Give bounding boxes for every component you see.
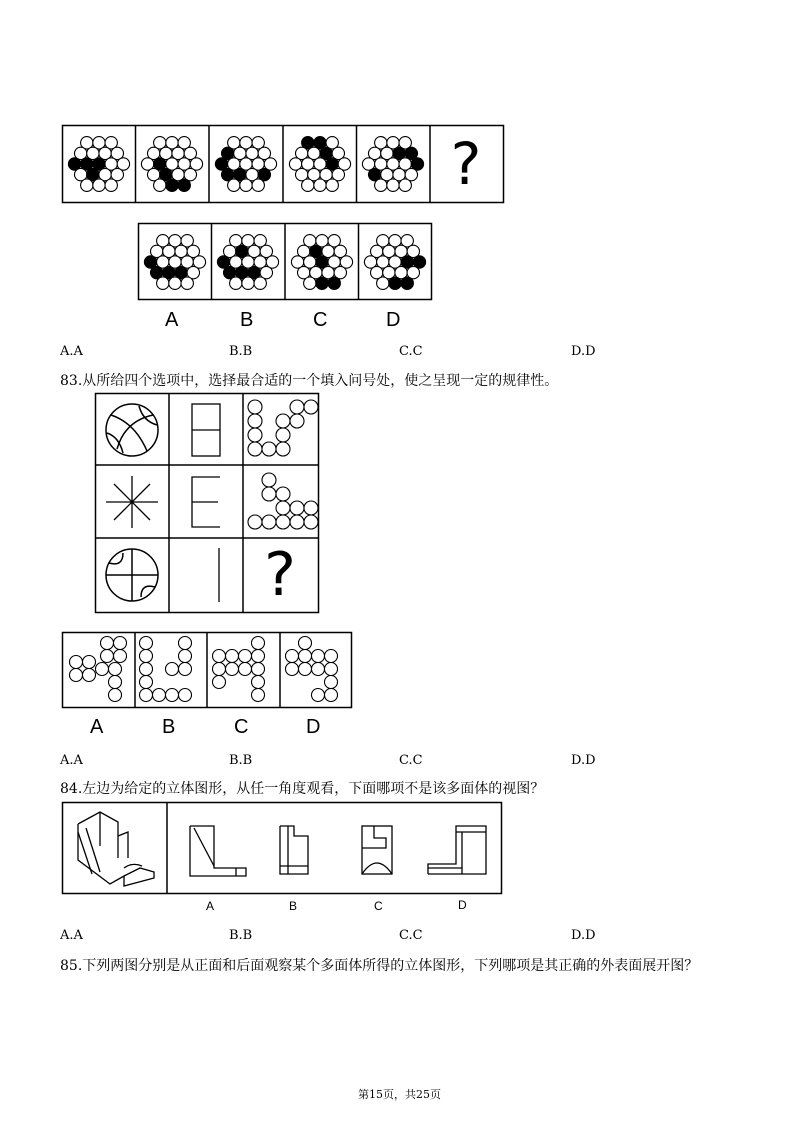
cluster-circle [178, 179, 190, 191]
dot-circle [109, 676, 122, 689]
dot-circle [179, 689, 192, 702]
dot-circle [213, 676, 226, 689]
q82-letter-b: B [240, 309, 254, 331]
dot-circle [248, 442, 262, 456]
q83-choice-d[interactable]: D.D [571, 753, 596, 768]
cluster-circle [154, 179, 166, 191]
q84-letter-b: B [289, 899, 298, 913]
q83-letter-c: C [234, 716, 249, 738]
dot-circle [276, 428, 290, 442]
dot-circle [325, 663, 338, 676]
cluster-circle [157, 277, 169, 289]
q82-choice-d[interactable]: D.D [571, 344, 596, 359]
dot-circle [304, 400, 318, 414]
q83-letter-b: B [162, 716, 176, 738]
dot-circle [101, 637, 114, 650]
cluster-circle [252, 179, 264, 191]
cluster-circle [254, 277, 266, 289]
cluster-circle [387, 179, 399, 191]
dot-circle [276, 515, 290, 529]
dot-circle [226, 650, 239, 663]
q82-question-mark: ? [450, 130, 482, 198]
dot-circle [290, 515, 304, 529]
polyhedron-3d-drawing [78, 812, 154, 886]
q83-options-figure [62, 632, 352, 708]
cluster-circle [401, 277, 413, 289]
cluster-circle [93, 179, 105, 191]
dot-circle [153, 689, 166, 702]
q82-letter-a: A [165, 309, 179, 331]
basketball-icon [106, 404, 158, 456]
option-a-hex [144, 235, 205, 290]
dot-circle [262, 487, 276, 501]
dot-circle [166, 689, 179, 702]
dot-circle [166, 663, 179, 676]
dot-circle [276, 414, 290, 428]
dot-circle [70, 656, 83, 669]
double-box-shape [192, 404, 220, 456]
cluster-circle [399, 179, 411, 191]
cluster-circle [302, 179, 314, 191]
q83-choice-b[interactable]: B.B [229, 753, 253, 768]
view-a-shape [190, 826, 246, 876]
circle-dots-e [248, 473, 318, 529]
dot-circle [304, 515, 318, 529]
option-d-hex [364, 235, 425, 290]
dot-circle [252, 650, 265, 663]
dot-circle [114, 650, 127, 663]
q84-choice-b[interactable]: B.B [229, 928, 253, 943]
dot-circle [325, 650, 338, 663]
dot-circle [239, 650, 252, 663]
dot-circle [262, 473, 276, 487]
q83-choice-a[interactable]: A.A [60, 753, 83, 768]
q84-choice-d[interactable]: D.D [571, 928, 596, 943]
dot-circle [248, 400, 262, 414]
dot-circle [276, 487, 290, 501]
dot-circle [299, 663, 312, 676]
cluster-circle [377, 277, 389, 289]
dot-circle [290, 501, 304, 515]
q82-choice-a[interactable]: A.A [60, 344, 83, 359]
cluster-circle [230, 277, 242, 289]
dot-circle [325, 676, 338, 689]
q82-letter-c: C [313, 309, 328, 331]
dot-circle [213, 650, 226, 663]
option-a-dots [70, 637, 127, 702]
cluster-circle [375, 179, 387, 191]
dot-circle [252, 689, 265, 702]
dot-circle [276, 501, 290, 515]
dot-circle [179, 663, 192, 676]
dot-circle [140, 650, 153, 663]
dot-circle [83, 656, 96, 669]
dot-circle [109, 689, 122, 702]
view-c-shape [362, 826, 392, 874]
cluster-circle [304, 277, 316, 289]
cluster-circle [240, 179, 252, 191]
dot-circle [290, 414, 304, 428]
dot-circle [286, 650, 299, 663]
dot-circle [248, 414, 262, 428]
dot-circle [140, 637, 153, 650]
hex-cluster-4 [289, 137, 350, 192]
dot-circle [248, 428, 262, 442]
view-b-shape [280, 826, 308, 874]
cluster-circle [81, 179, 93, 191]
star-burst-shape [106, 476, 158, 528]
q83-letter-d: D [306, 716, 321, 738]
hex-cluster-2 [141, 137, 202, 192]
dot-circle [262, 442, 276, 456]
dot-circle [179, 650, 192, 663]
hex-cluster-1 [68, 137, 129, 192]
dot-circle [252, 637, 265, 650]
option-c-dots [213, 637, 265, 702]
dot-circle [325, 689, 338, 702]
dot-circle [226, 663, 239, 676]
circle-dots-w [248, 400, 318, 456]
cluster-circle [242, 277, 254, 289]
dot-circle [262, 515, 276, 529]
q84-choice-c[interactable]: C.C [399, 928, 423, 943]
dot-circle [248, 515, 262, 529]
dot-circle [276, 442, 290, 456]
option-d-dots [286, 637, 338, 702]
hex-cluster-5 [362, 137, 423, 192]
dot-circle [312, 663, 325, 676]
q82-letter-d: D [386, 309, 401, 331]
dot-circle [312, 689, 325, 702]
view-d-shape [428, 826, 486, 874]
cluster-circle [328, 277, 340, 289]
dot-circle [213, 663, 226, 676]
cluster-circle [314, 179, 326, 191]
cluster-circle [326, 179, 338, 191]
dot-circle [114, 637, 127, 650]
q82-choice-c[interactable]: C.C [399, 344, 423, 359]
dot-circle [70, 669, 83, 682]
dot-circle [299, 637, 312, 650]
dot-circle [286, 663, 299, 676]
q84-question-text: 84.左边为给定的立体图形，从任一角度观看，下面哪项不是该多面体的视图？ [60, 781, 545, 797]
dot-circle [140, 689, 153, 702]
dot-circle [299, 650, 312, 663]
dot-circle [109, 663, 122, 676]
q82-choice-b[interactable]: B.B [229, 344, 253, 359]
dot-circle [252, 676, 265, 689]
q84-letter-c: C [374, 899, 383, 913]
dot-circle [179, 637, 192, 650]
dot-circle [83, 669, 96, 682]
cluster-circle [228, 179, 240, 191]
q83-question-text: 83.从所给四个选项中，选择最合适的一个填入问号处，使之呈现一定的规律性。 [60, 373, 559, 389]
q84-letter-d: D [458, 898, 467, 912]
dot-circle [239, 663, 252, 676]
q83-question-mark: ? [264, 540, 296, 610]
dot-circle [101, 650, 114, 663]
q82-options-figure [138, 223, 432, 300]
option-b-hex [217, 235, 278, 290]
cluster-circle [105, 179, 117, 191]
dot-circle [312, 650, 325, 663]
crossed-circle-shape [106, 549, 158, 601]
q83-choice-c[interactable]: C.C [399, 753, 423, 768]
q84-figure [62, 802, 502, 894]
page-footer: 第15页，共25页 [358, 1088, 441, 1101]
dot-circle [304, 501, 318, 515]
q82-sequence-figure [62, 125, 504, 203]
q84-choice-a[interactable]: A.A [60, 928, 83, 943]
option-c-hex [291, 235, 352, 290]
hex-cluster-3 [215, 137, 276, 192]
dot-circle [290, 400, 304, 414]
dot-circle [252, 663, 265, 676]
dot-circle [140, 663, 153, 676]
q84-letter-a: A [206, 899, 215, 913]
q83-letter-a: A [90, 716, 104, 738]
cluster-circle [316, 277, 328, 289]
option-b-dots [140, 637, 192, 702]
dot-circle [140, 676, 153, 689]
cluster-circle [389, 277, 401, 289]
q85-question-text: 85.下列两图分别是从正面和后面观察某个多面体所得的立体图形，下列哪项是其正确的外表面展开图？ [60, 958, 699, 974]
cluster-circle [169, 277, 181, 289]
cluster-circle [181, 277, 193, 289]
cluster-circle [166, 179, 178, 191]
e-shape [192, 477, 220, 527]
dot-circle [96, 663, 109, 676]
